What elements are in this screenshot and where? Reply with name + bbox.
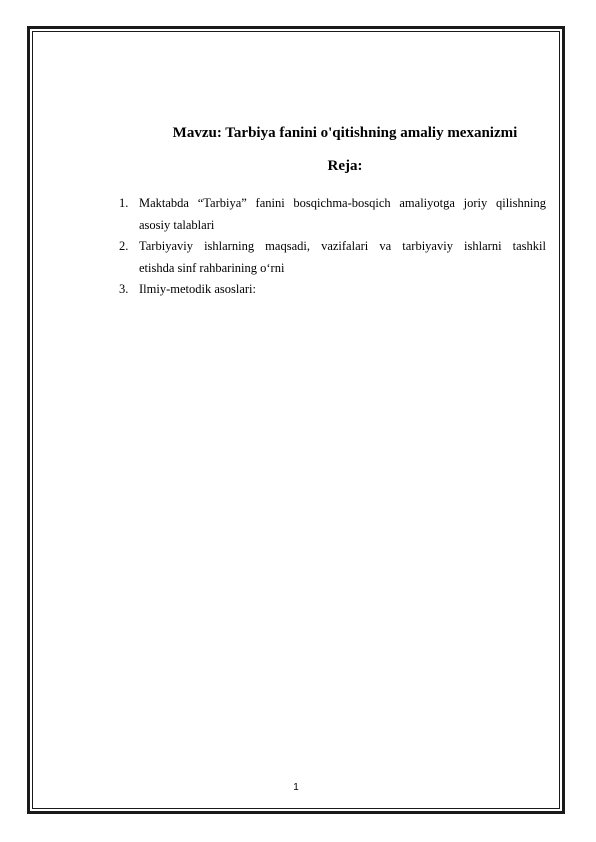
- plan-item-number: 1.: [119, 196, 129, 210]
- plan-item-text-line: etishda sinf rahbarining o‘rni: [139, 260, 285, 275]
- plan-item-2: [119, 236, 546, 279]
- plan-item-number: 3.: [119, 282, 129, 296]
- page-border-inner: [32, 31, 560, 809]
- plan-item-1: [119, 193, 546, 236]
- plan-item-3: [119, 279, 546, 301]
- plan-list: [119, 193, 546, 301]
- plan-item-text-line: Maktabda “Tarbiya” fanini bosqichma-bosqich amaliyotga joriy qilishning: [139, 196, 546, 210]
- plan-heading: Reja:: [327, 158, 363, 174]
- document-title: Mavzu: Tarbiya fanini o'qitishning amaliy mexanizmi: [172, 125, 518, 141]
- plan-item-text-line: asosiy talablari: [139, 217, 215, 232]
- plan-item-text-line: Ilmiy-metodik asoslari:: [139, 282, 256, 296]
- plan-item-number: 2.: [119, 239, 129, 253]
- plan-item-text-line: Tarbiyaviy ishlarning maqsadi, vazifalari va tarbiyaviy ishlarni tashkil: [139, 239, 546, 253]
- page-number: 1: [293, 782, 299, 793]
